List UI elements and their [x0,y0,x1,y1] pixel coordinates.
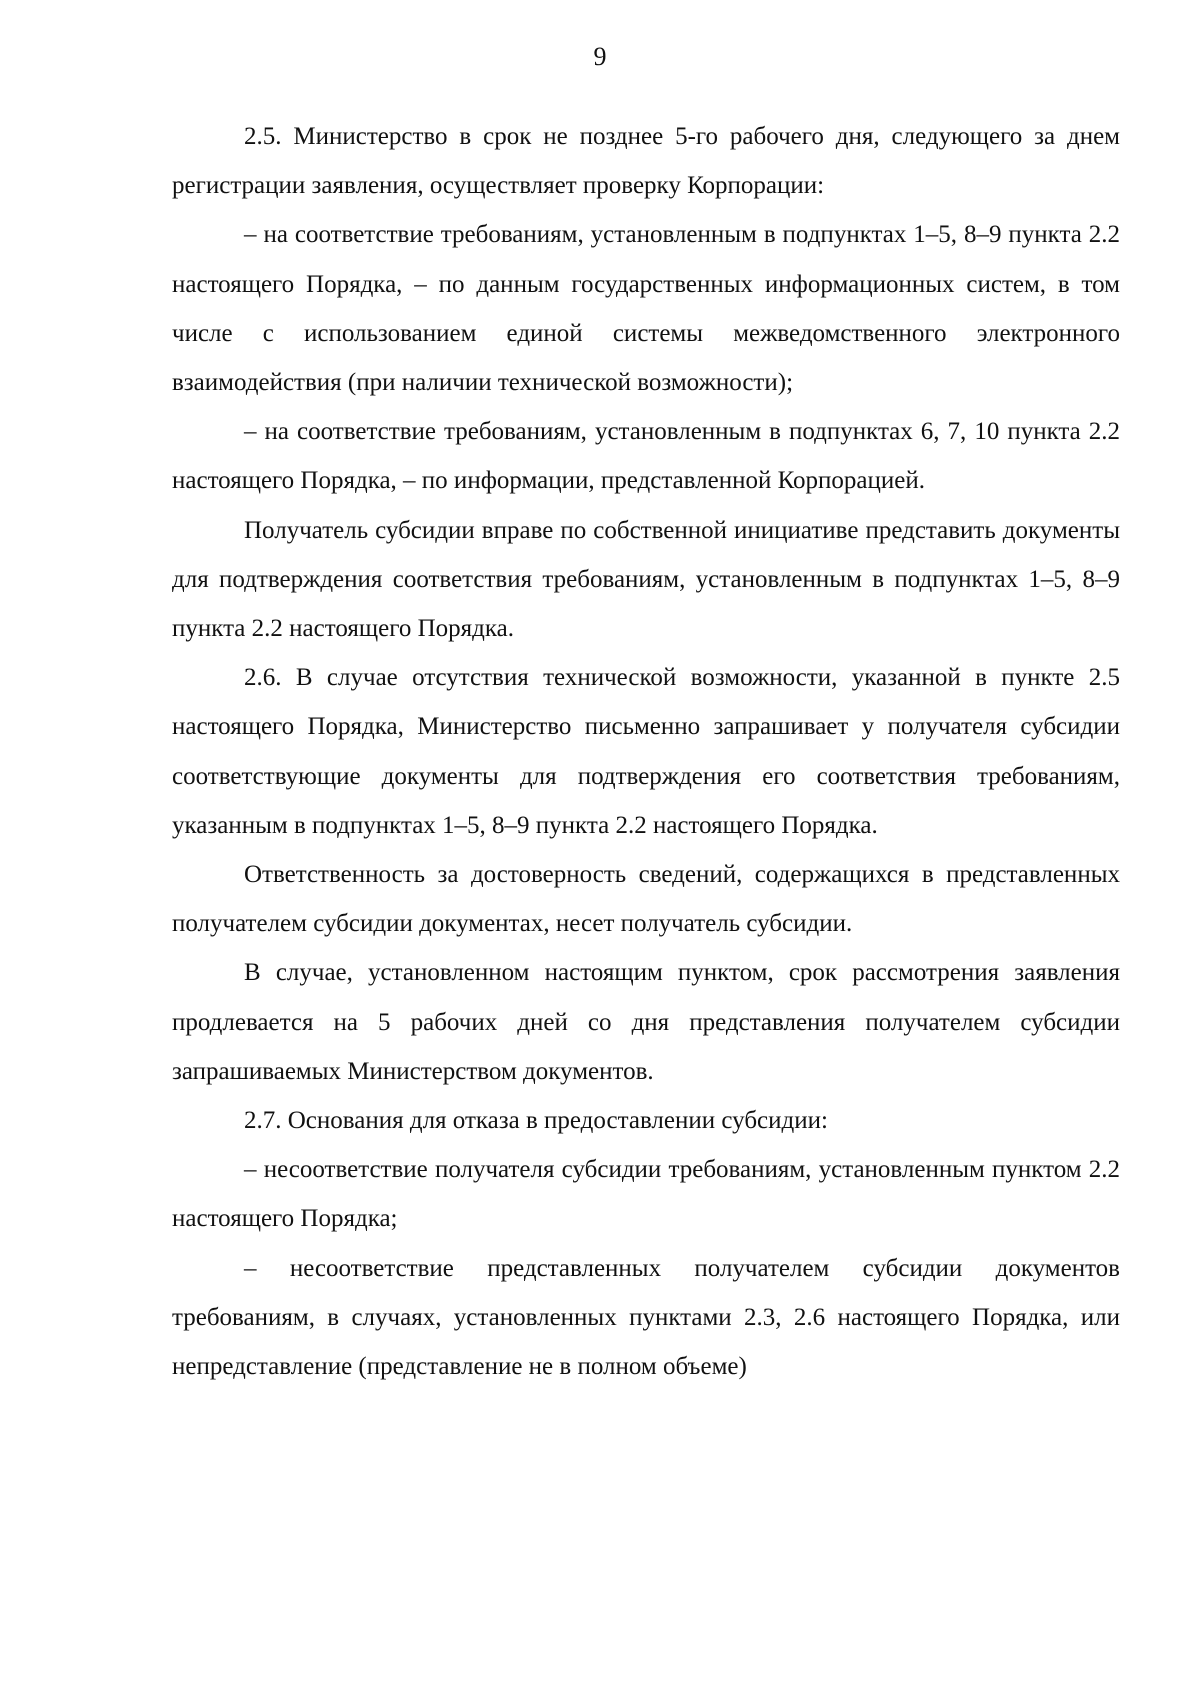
list-item-documents-mismatch: – несоответствие представленных получателем субсидии документов требованиям, в случаях, установленных пунктами 2.3, 2.6 настоящего Порядка, или непредставление (представление не в полном объеме) [172,1254,1120,1381]
paragraph-responsibility: Ответственность за достоверность сведений, содержащихся в представленных получателем субсидии документах, несет получатель субсидии. [172,861,1120,938]
paragraph-review-extension: В случае, установленном настоящим пунктом, срок рассмотрения заявления продлевается на 5 рабочих дней со дня представления получателем субсидии запрашиваемых Министерством документов. [172,959,1120,1085]
paragraph-2-6: 2.6. В случае отсутствия технической возможности, указанной в пункте 2.5 настоящего Порядка, Министерство письменно запрашивает у получателя субсидии соответствующие документы для подтверждения его соответствия требованиям, указанным в подпунктах 1–5, 8–9 пункта 2.2 настоящего Порядка. [172,664,1120,839]
paragraph-2-7: 2.7. Основания для отказа в предоставлении субсидии: [244,1107,828,1135]
document-body [172,112,1120,1391]
paragraph-own-initiative: Получатель субсидии вправе по собственной инициативе представить документы для подтверждения соответствия требованиям, установленным в подпунктах 1–5, 8–9 пункта 2.2 настоящего Порядка. [172,516,1120,643]
paragraph-2-5: 2.5. Министерство в срок не позднее 5-го рабочего дня, следующего за днем регистрации заявления, осуществляет проверку Корпорации: [172,123,1120,200]
page-number: 9 [593,42,607,71]
list-item-recipient-mismatch: – несоответствие получателя субсидии требованиям, установленным пунктом 2.2 настоящего Порядка; [172,1156,1120,1233]
list-item-state-systems-check: – на соответствие требованиям, установленным в подпунктах 1–5, 8–9 пункта 2.2 настоящего Порядка, – по данным государственных информационных систем, в том числе с использованием единой системы межведомственного электронного взаимодействия (при наличии технической возможности); [172,221,1120,397]
list-item-corporation-info-check: – на соответствие требованиям, установленным в подпунктах 6, 7, 10 пункта 2.2 настоящего Порядка, – по информации, представленной Корпорацией. [172,418,1120,495]
